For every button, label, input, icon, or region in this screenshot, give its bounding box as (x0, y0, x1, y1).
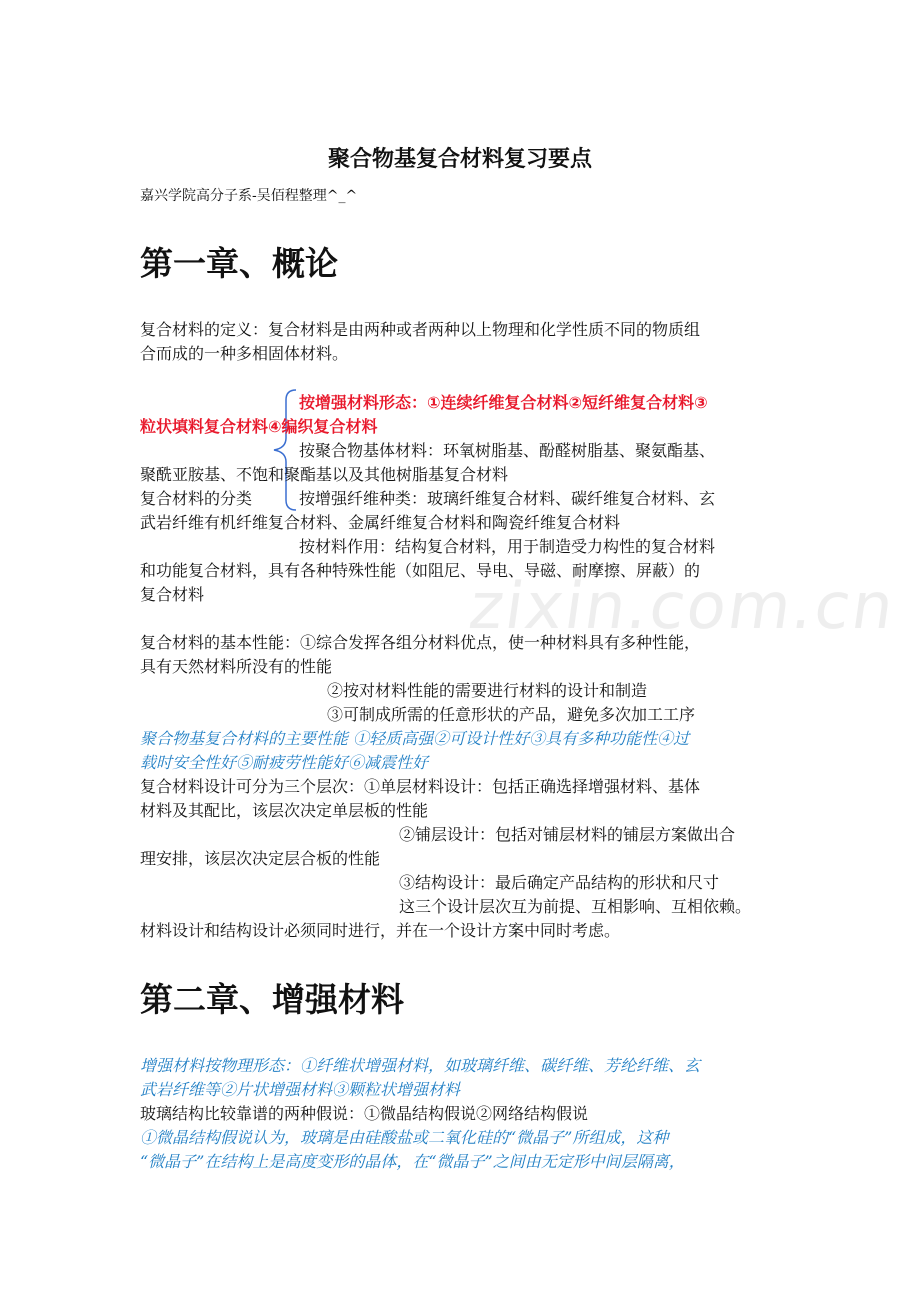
definition-line-2: 合而成的一种多相固体材料。 (140, 344, 349, 363)
class-form-line-1: 按增强材料形态：①连续纤维复合材料②短纤维复合材料③ (299, 393, 708, 412)
design-line-7: 材料设计和结构设计必须同时进行，并在一个设计方案中同时考虑。 (140, 921, 621, 940)
classification-brace (270, 388, 300, 512)
main-perf-line-1: 聚合物基复合材料的主要性能 ①轻质高强②可设计性好③具有多种功能性④过 (140, 729, 690, 748)
micro-line-1: ①微晶结构假说认为，玻璃是由硅酸盐或二氧化硅的“微晶子”所组成，这种 (140, 1128, 669, 1147)
basic-perf-line-4: ③可制成所需的任意形状的产品，避免多次加工工序 (327, 705, 696, 724)
chapter-1-heading: 第一章、概论 (140, 244, 338, 283)
definition-line-1: 复合材料的定义：复合材料是由两种或者两种以上物理和化学性质不同的物质组 (140, 320, 701, 339)
design-line-1: 复合材料设计可分为三个层次：①单层材料设计：包括正确选择增强材料、基体 (140, 777, 701, 796)
design-line-2: 材料及其配比，该层次决定单层板的性能 (140, 801, 429, 820)
basic-perf-line-1: 复合材料的基本性能：①综合发挥各组分材料优点，使一种材料具有多种性能， (140, 633, 701, 652)
class-form-line-2: 粒状填料复合材料④编织复合材料 (140, 417, 378, 436)
page-title: 聚合物基复合材料复习要点 (327, 147, 592, 172)
forms-line-2: 武岩纤维等②片状增强材料③颗粒状增强材料 (140, 1080, 461, 1099)
class-fiber-line-2: 武岩纤维有机纤维复合材料、金属纤维复合材料和陶瓷纤维复合材料 (140, 513, 621, 532)
design-line-6: 这三个设计层次互为前提、互相影响、互相依赖。 (399, 897, 752, 916)
chapter-2-heading: 第二章、增强材料 (140, 980, 404, 1019)
glass-hypothesis-line: 玻璃结构比较靠谱的两种假说：①微晶结构假说②网络结构假说 (140, 1104, 589, 1123)
author-line: 嘉兴学院高分子系-吴佰程整理^_^ (140, 188, 358, 204)
forms-line-1: 增强材料按物理形态：①纤维状增强材料，如玻璃纤维、碳纤维、芳纶纤维、玄 (140, 1056, 701, 1075)
design-line-4: 理安排，该层次决定层合板的性能 (140, 849, 381, 868)
class-fiber-line-1: 按增强纤维种类：玻璃纤维复合材料、碳纤维复合材料、玄 (299, 489, 716, 508)
basic-perf-line-2: 具有天然材料所没有的性能 (140, 657, 333, 676)
micro-line-2: “微晶子”在结构上是高度变形的晶体，在“微晶子”之间由无定形中间层隔离， (140, 1152, 685, 1171)
watermark: zixin.com.cn (464, 570, 900, 644)
design-line-3: ②铺层设计：包括对铺层材料的铺层方案做出合 (399, 825, 736, 844)
class-function-line-2: 和功能复合材料，具有各种特殊性能（如阻尼、导电、导磁、耐摩擦、屏蔽）的 (140, 561, 701, 580)
class-matrix-line-2: 聚酰亚胺基、不饱和聚酯基以及其他树脂基复合材料 (140, 465, 509, 484)
design-line-5: ③结构设计：最后确定产品结构的形状和尺寸 (399, 873, 720, 892)
class-matrix-line-1: 按聚合物基体材料：环氧树脂基、酚醛树脂基、聚氨酯基、 (299, 441, 716, 460)
class-function-line-3: 复合材料 (140, 585, 205, 604)
main-perf-line-2: 载时安全性好⑤耐疲劳性能好⑥减震性好 (140, 753, 429, 772)
basic-perf-line-3: ②按对材料性能的需要进行材料的设计和制造 (327, 681, 648, 700)
classification-label: 复合材料的分类 (140, 489, 253, 508)
class-function-line-1: 按材料作用：结构复合材料，用于制造受力构性的复合材料 (299, 537, 716, 556)
